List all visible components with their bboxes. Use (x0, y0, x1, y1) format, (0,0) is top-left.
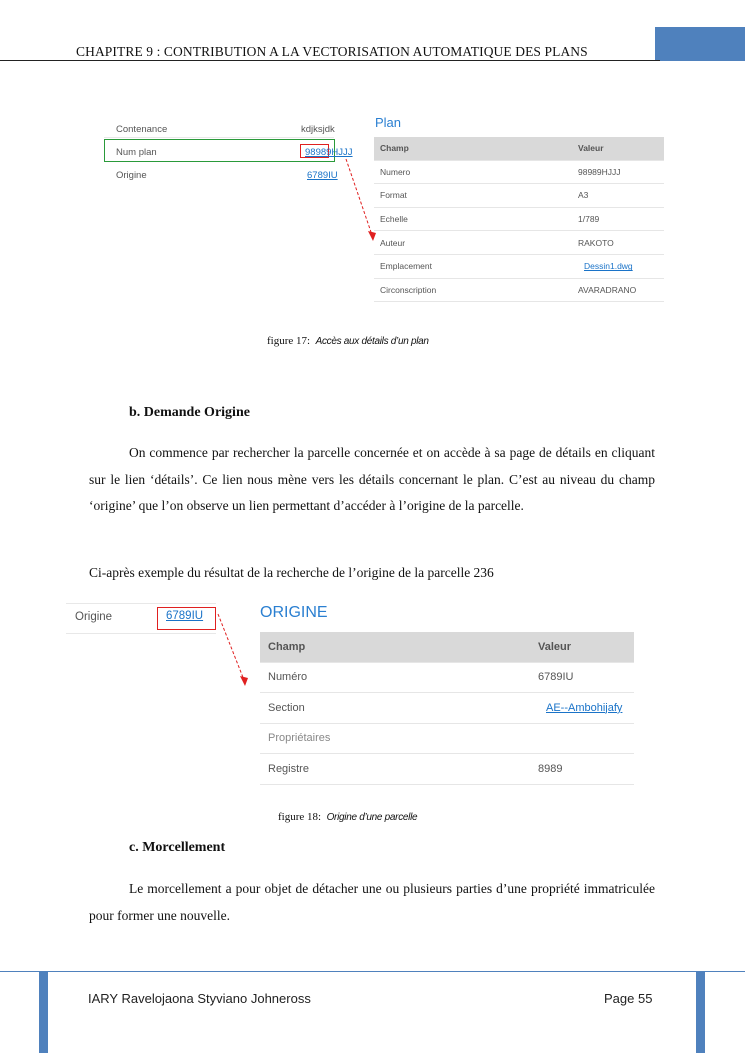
plan-details-table (374, 137, 664, 302)
emplacement-link[interactable]: Dessin1.dwg (584, 261, 633, 272)
cell-valeur (530, 723, 634, 754)
f17-left-label-origine: Origine (116, 170, 147, 181)
footer-author: IARY Ravelojaona Styviano Johneross (88, 991, 311, 1006)
f18-left-top-rule (66, 603, 216, 604)
column-header-champ: Champ (260, 632, 530, 662)
page-header-title: CHAPITRE 9 : CONTRIBUTION A LA VECTORISATION AUTOMATIQUE DES PLANS (76, 44, 588, 59)
column-header-valeur: Valeur (572, 137, 664, 160)
cell-champ: Propriétaires (260, 723, 530, 754)
caption-label: figure 18: (278, 811, 322, 823)
f17-left-label-contenance: Contenance (116, 124, 168, 135)
header-accent-box (655, 27, 745, 61)
cell-champ: Numéro (260, 662, 530, 693)
figure-18 (0, 600, 745, 790)
cell-champ: Emplacement (374, 254, 572, 278)
cell-valeur: 98989HJJJ (572, 160, 664, 184)
footer-rule (0, 971, 745, 972)
cell-valeur: AVARADRANO (572, 278, 664, 302)
figure-17 (0, 95, 745, 315)
caption-label: figure 17: (267, 335, 311, 347)
cell-valeur: 1/789 (572, 207, 664, 231)
table-row (374, 254, 664, 278)
table-row (374, 160, 664, 184)
table-row (260, 693, 634, 724)
cell-champ: Format (374, 184, 572, 208)
f17-left-divider (104, 137, 334, 138)
plan-table-title: Plan (375, 115, 402, 130)
table-row (374, 231, 664, 255)
cell-champ: Echelle (374, 207, 572, 231)
footer-left-bar (39, 971, 48, 1053)
column-header-champ: Champ (374, 137, 572, 160)
caption-text: Accès aux détails d’un plan (315, 336, 429, 347)
table-row (374, 278, 664, 302)
table-row (260, 723, 634, 754)
f17-left-value-contenance: kdjksjdk (301, 124, 335, 135)
num-plan-link[interactable]: 98989HJJJ (305, 147, 353, 158)
section-b-text: On commence par rechercher la parcelle concernée et on accède à sa page de détails en cliquant sur le lien ‘détails’. Ce lien nous mène vers les détails concernant le plan. C’est au niveau du champ ‘origine’ que l’on observe un lien permettant d’accéder à l’origine de la parcelle. (89, 445, 655, 513)
figure-17-caption (267, 335, 429, 347)
origine-link[interactable]: 6789IU (307, 170, 338, 181)
section-b-intro-example: Ci-après exemple du résultat de la recherche de l’origine de la parcelle 236 (89, 565, 494, 580)
figure-18-caption (278, 811, 417, 823)
section-c-heading: c. Morcellement (129, 840, 226, 855)
column-header-valeur: Valeur (530, 632, 634, 662)
f18-origine-link[interactable]: 6789IU (166, 610, 204, 622)
cell-champ: Auteur (374, 231, 572, 255)
section-c-text: Le morcellement a pour objet de détacher une ou plusieurs parties d’une propriété immatriculée pour former une nouvelle. (89, 881, 655, 923)
table-header-row (374, 137, 664, 160)
f18-arrow (214, 610, 254, 690)
cell-valeur-link (530, 693, 634, 724)
f17-left-label-num-plan: Num plan (116, 147, 157, 158)
section-link[interactable]: AE--Ambohijafy (546, 701, 623, 714)
f18-left-label: Origine (75, 611, 113, 623)
table-row (260, 754, 634, 785)
cell-valeur: RAKOTO (572, 231, 664, 255)
cell-champ: Numero (374, 160, 572, 184)
table-row (374, 207, 664, 231)
footer-right-bar (696, 971, 705, 1053)
header-rule (0, 60, 660, 61)
table-header-row (260, 632, 634, 662)
section-b-heading: b. Demande Origine (129, 405, 250, 420)
cell-valeur: 6789IU (530, 662, 634, 693)
cell-valeur: A3 (572, 184, 664, 208)
caption-text: Origine d’une parcelle (326, 812, 418, 823)
origine-details-table (260, 632, 634, 785)
f18-left-bottom-rule (66, 633, 216, 634)
cell-champ: Section (260, 693, 530, 724)
cell-valeur: 8989 (530, 754, 634, 785)
cell-champ: Registre (260, 754, 530, 785)
cell-champ: Circonscription (374, 278, 572, 302)
section-c-paragraph (89, 876, 655, 929)
section-b-paragraph (89, 440, 655, 520)
cell-valeur-link (572, 254, 664, 278)
origine-table-title: ORIGINE (260, 604, 328, 621)
table-row (260, 662, 634, 693)
table-row (374, 184, 664, 208)
footer-page-number: Page 55 (604, 991, 653, 1006)
